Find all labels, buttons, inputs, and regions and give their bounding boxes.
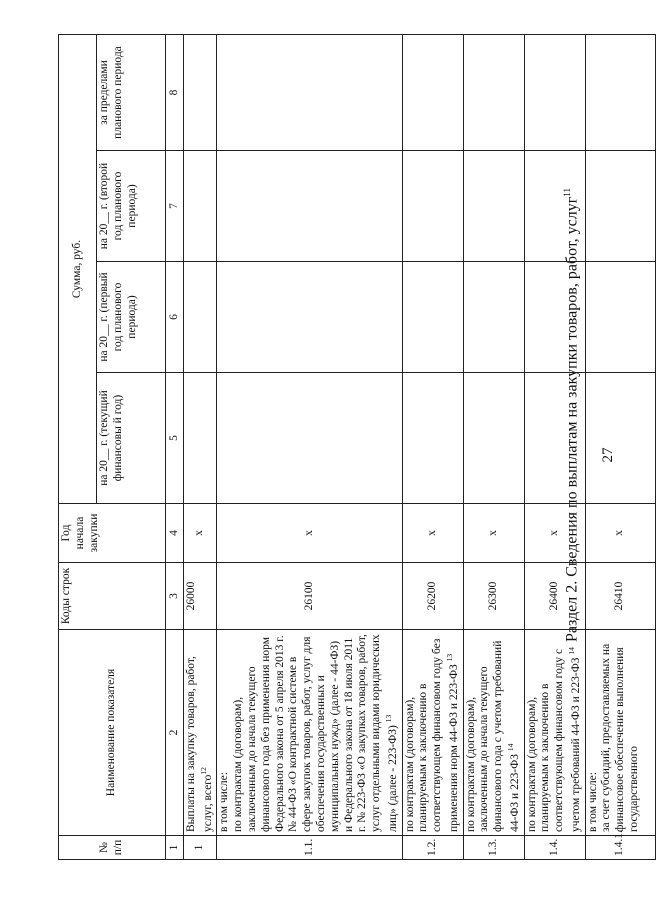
row-code: 26200 xyxy=(402,563,463,630)
row-name-text: Выплаты на закупку товаров, работ, услуг, всего xyxy=(185,656,214,832)
header-col8: за пределами планового периода xyxy=(97,35,166,151)
table-row xyxy=(184,35,217,860)
colnum-8: 8 xyxy=(166,35,184,151)
page-number: 27 xyxy=(600,447,616,463)
header-sum: Сумма, руб. xyxy=(59,35,97,504)
row-num: 1.4.1. xyxy=(585,836,655,860)
row-sum-7 xyxy=(184,151,217,262)
row-year: x xyxy=(184,504,217,563)
row-name xyxy=(463,630,524,836)
row-name-text: по контрактам (договорам), заключенным до начала текущего финансового года без применения норм Федерального закона от 5 апреля 2013 г. № 44-ФЗ «О контрактной системе в сфере закупок товаров, работ, услуг для обеспечения государственных и муниципальных нужд» (далее - 44-ФЗ) и Федерального закона от 18 июля 2011 г. № 223-ФЗ «О закупках товаров, работ, услуг отдельными видами юридических лиц» (далее - 223-ФЗ) xyxy=(232,634,399,832)
row-prefix: в том числе: xyxy=(218,772,231,832)
row-year: x xyxy=(585,504,655,563)
row-sum-6 xyxy=(217,262,402,373)
row-sum-6 xyxy=(463,262,524,373)
colnum-2: 2 xyxy=(166,630,184,836)
table-row xyxy=(217,35,402,860)
colnum-7: 7 xyxy=(166,151,184,262)
row-sum-6 xyxy=(524,262,585,373)
colnum-4: 4 xyxy=(166,504,184,563)
row-sum-5 xyxy=(217,373,402,504)
row-sum-5 xyxy=(585,373,655,504)
row-year: x xyxy=(463,504,524,563)
row-sum-8 xyxy=(184,35,217,151)
colnum-6: 6 xyxy=(166,262,184,373)
row-footnote: 13 xyxy=(445,653,454,662)
row-name xyxy=(184,630,217,836)
row-sum-8 xyxy=(524,35,585,151)
colnum-1: 1 xyxy=(166,836,184,860)
table-row xyxy=(402,35,463,860)
row-prefix: в том числе: xyxy=(586,772,599,832)
row-code: 26000 xyxy=(184,563,217,630)
row-year: x xyxy=(524,504,585,563)
row-sum-8 xyxy=(585,35,655,151)
header-name: Наименование показателя xyxy=(59,630,166,836)
header-year: Год начала закупки xyxy=(59,504,166,563)
row-name xyxy=(217,630,402,836)
colnum-3: 3 xyxy=(166,563,184,630)
row-name xyxy=(402,630,463,836)
row-code: 26100 xyxy=(217,563,402,630)
row-footnote: 12 xyxy=(198,767,208,775)
row-code: 26300 xyxy=(463,563,524,630)
header-col7: на 20__ г. (второй год планового периода) xyxy=(97,151,166,262)
row-sum-5 xyxy=(402,373,463,504)
section-title-text: Раздел 2. Сведения по выплатам на закупки товаров, работ, услуг xyxy=(563,196,581,642)
row-sum-7 xyxy=(217,151,402,262)
row-name-text: по контрактам (договорам), планируемым к заключению в соответствующем финансовом году без применения норм 44-ФЗ и 223-ФЗ xyxy=(403,638,460,832)
payments-table xyxy=(58,34,656,860)
row-sum-7 xyxy=(463,151,524,262)
row-num: 1.3. xyxy=(463,836,524,860)
row-sum-5 xyxy=(184,373,217,504)
row-num: 1 xyxy=(184,836,217,860)
row-name-text: по контрактам (договорам), планируемым к заключению в соответствующем финансовом году с учетом требований 44-ФЗ и 223-ФЗ xyxy=(525,648,582,832)
row-sum-6 xyxy=(585,262,655,373)
row-sum-5 xyxy=(524,373,585,504)
row-sum-8 xyxy=(402,35,463,151)
row-sum-8 xyxy=(217,35,402,151)
row-name xyxy=(585,630,655,836)
table-row xyxy=(524,35,585,860)
row-name-text: по контрактам (договорам), заключенным до начала текущего финансового года с учетом требований 44-ФЗ и 223-ФЗ xyxy=(464,640,521,832)
row-num: 1.2. xyxy=(402,836,463,860)
section-title-footnote: 11 xyxy=(562,188,572,197)
row-num: 1.1. xyxy=(217,836,402,860)
row-year: x xyxy=(402,504,463,563)
row-sum-6 xyxy=(402,262,463,373)
row-sum-5 xyxy=(463,373,524,504)
row-footnote: 14 xyxy=(567,647,577,655)
colnum-5: 5 xyxy=(166,373,184,504)
row-sum-6 xyxy=(184,262,217,373)
row-footnote: 13 xyxy=(383,714,393,723)
table-row xyxy=(463,35,524,860)
header-num: № п/п xyxy=(59,836,166,860)
row-sum-7 xyxy=(402,151,463,262)
header-col5: на 20__ г. (текущий финансовы й год) xyxy=(97,373,166,504)
row-footnote: 14 xyxy=(506,743,516,752)
table-row xyxy=(585,35,655,860)
row-name-text: за счет субсидий, предоставляемых на финансовое обеспечение выполнения государственного xyxy=(600,643,641,832)
row-sum-8 xyxy=(463,35,524,151)
row-code: 26410 xyxy=(585,563,655,630)
row-year: x xyxy=(217,504,402,563)
header-code: Коды строк xyxy=(59,563,166,630)
row-sum-7 xyxy=(585,151,655,262)
row-sum-7 xyxy=(524,151,585,262)
row-num: 1.4. xyxy=(524,836,585,860)
row-name xyxy=(524,630,585,836)
header-col6: на 20__ г. (первый год планового периода) xyxy=(97,262,166,373)
row-code: 26400 xyxy=(524,563,585,630)
